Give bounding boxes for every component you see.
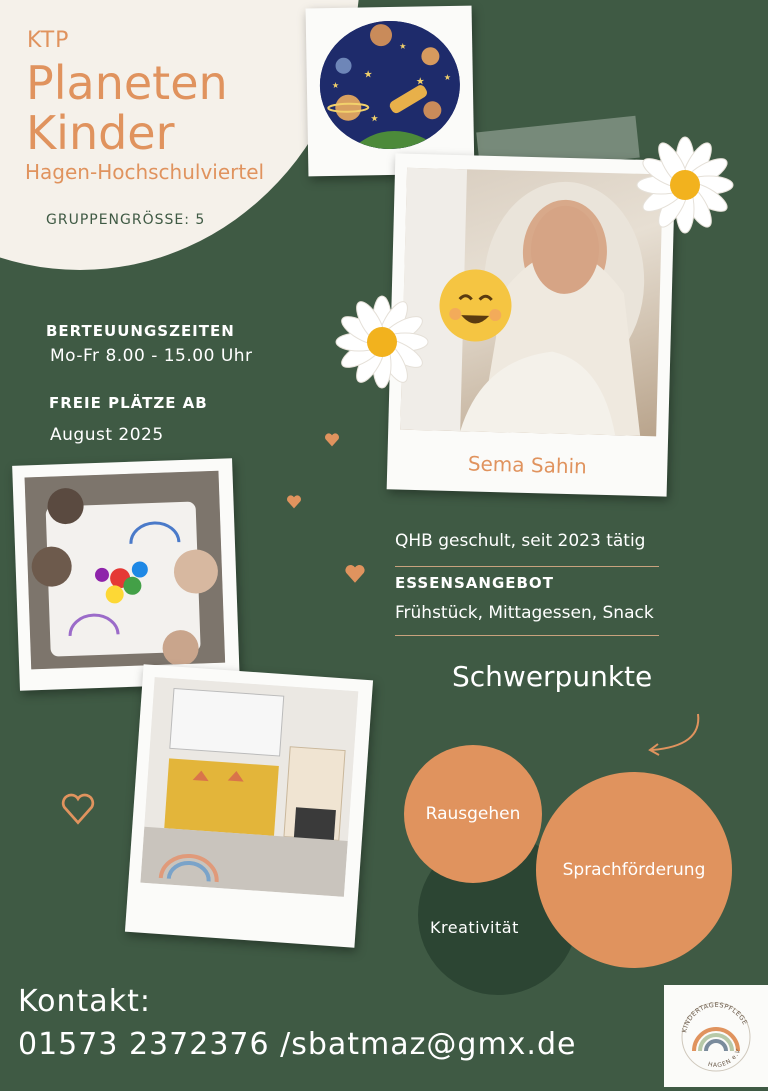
children-playing-photo [25,471,226,670]
title-line-2: Kinder [26,106,175,160]
ktp-label: KTP [27,28,70,53]
logo-polaroid [306,6,475,177]
daisy-icon [330,290,434,394]
title-line-1: Planeten [26,56,228,110]
focus-title: Schwerpunkte [452,660,653,693]
heart-icon [324,432,340,448]
planet-illustration [319,20,461,150]
heart-outline-icon [60,792,96,826]
caregiver-photo [400,168,663,437]
kindertagespflege-logo [664,985,768,1087]
heart-icon [344,563,366,585]
divider [395,635,659,636]
room-polaroid [125,664,373,947]
places-title: FREIE PLÄTZE AB [49,394,208,412]
curved-arrow-icon [644,708,708,758]
daisy-icon [632,132,738,238]
svg-text:★: ★ [363,69,373,81]
focus-item-kreativitaet: Kreativität [430,918,519,937]
svg-text:★: ★ [415,76,425,88]
location-subtitle: Hagen-Hochschulviertel [25,160,265,184]
focus-item-rausgehen: Rausgehen [404,745,542,883]
page-title [26,58,228,158]
divider [395,566,659,567]
svg-text:★: ★ [331,80,340,91]
svg-text:★: ★ [370,114,379,125]
badge-text-bottom: HAGEN e.V [707,1048,743,1070]
qualification-text: QHB geschult, seit 2023 tätig [395,531,646,551]
children-playing-polaroid [12,458,240,691]
contact-line: 01573 2372376 /sbatmaz@gmx.de [18,1027,577,1062]
svg-text:★: ★ [399,41,407,51]
food-value: Frühstück, Mittagessen, Snack [395,603,654,623]
playroom-photo [140,677,358,897]
caregiver-name: Sema Sahin [467,451,588,479]
contact-label: Kontakt: [18,984,151,1019]
badge-text-top: KINDERTAGESPFLEGE [680,1000,750,1034]
group-size: GRUPPENGRÖSSE: 5 [46,212,206,228]
svg-text:★: ★ [443,72,452,83]
heart-icon [286,494,302,510]
hours-title: BERTEUUNGSZEITEN [46,322,235,340]
planet-logo [319,20,461,150]
places-value: August 2025 [50,425,164,445]
focus-item-sprachfoerderung: Sprachförderung [536,772,732,968]
food-title: ESSENSANGEBOT [395,574,554,592]
hours-value: Mo-Fr 8.00 - 15.00 Uhr [50,346,253,366]
